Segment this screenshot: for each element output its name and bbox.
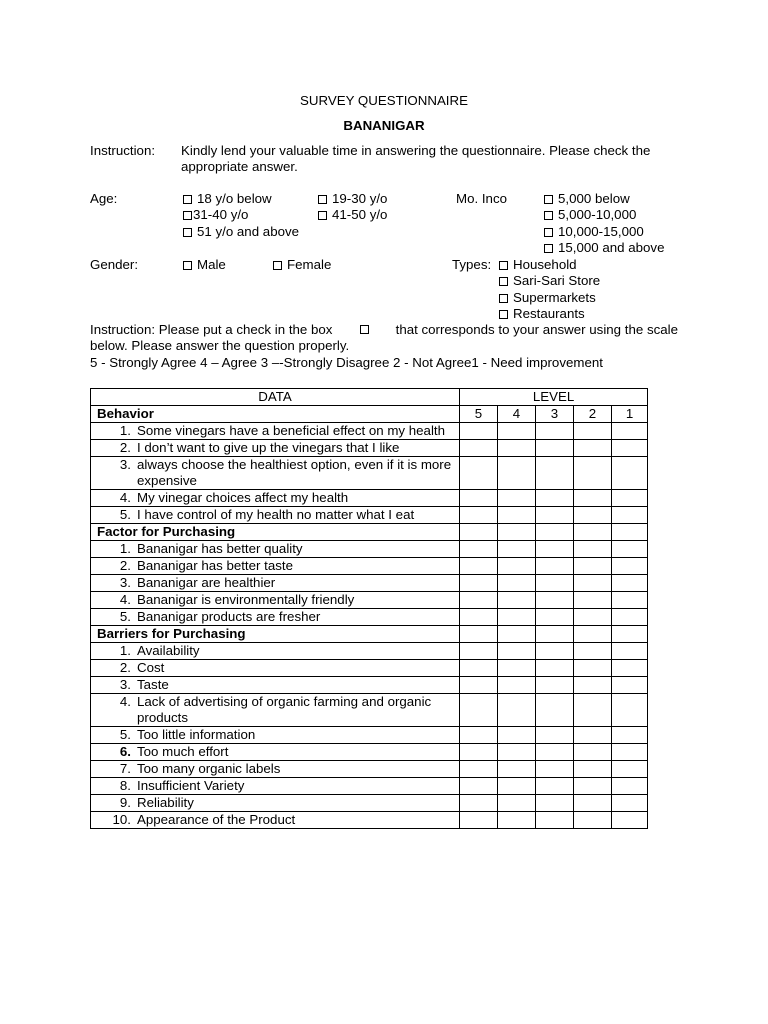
section-title: Barriers for Purchasing <box>91 626 460 643</box>
instruction-2-line-1: Instruction: Please put a check in the box that corresponds to your answer using the scale <box>90 322 678 337</box>
survey-table <box>90 388 648 829</box>
empty-cell <box>612 524 648 541</box>
level-1-answer-cell[interactable] <box>612 761 648 778</box>
checkbox-icon[interactable] <box>183 261 192 270</box>
question-item <box>91 694 455 726</box>
level-4-answer-cell[interactable] <box>498 761 536 778</box>
level-3-answer-cell[interactable] <box>536 440 574 457</box>
question-cell <box>91 507 460 524</box>
level-1-answer-cell[interactable] <box>612 694 648 727</box>
income-option-4[interactable]: 15,000 and above <box>544 240 664 256</box>
question-text: Too many organic labels <box>137 761 281 776</box>
empty-cell <box>612 626 648 643</box>
income-option-2[interactable]: 5,000-10,000 <box>544 207 636 223</box>
age-option-31-40[interactable]: 31-40 y/o <box>183 207 248 223</box>
page-subtitle: BANANIGAR <box>343 118 425 133</box>
level-3-answer-cell[interactable] <box>536 507 574 524</box>
level-2-answer-cell[interactable] <box>574 727 612 744</box>
level-3-answer-cell[interactable] <box>536 727 574 744</box>
level-4-answer-cell[interactable] <box>498 507 536 524</box>
question-cell <box>91 795 460 812</box>
level-3-answer-cell[interactable] <box>536 490 574 507</box>
level-5-answer-cell[interactable] <box>460 423 498 440</box>
table-row <box>91 744 648 761</box>
level-4-answer-cell[interactable] <box>498 423 536 440</box>
level-5-answer-cell[interactable] <box>460 507 498 524</box>
age-option-19-30[interactable]: 19-30 y/o <box>318 191 387 207</box>
level-2-answer-cell[interactable] <box>574 457 612 490</box>
question-item <box>91 812 455 828</box>
table-row <box>91 761 648 778</box>
question-item <box>91 490 455 506</box>
table-row <box>91 423 648 440</box>
checkbox-icon[interactable] <box>544 195 553 204</box>
question-item <box>91 457 455 489</box>
question-cell <box>91 812 460 829</box>
question-item <box>91 575 455 591</box>
types-option-restaurants[interactable]: Restaurants <box>499 306 585 322</box>
question-item <box>91 727 455 743</box>
level-1-answer-cell[interactable] <box>612 677 648 694</box>
empty-cell <box>536 524 574 541</box>
level-2-answer-cell[interactable] <box>574 490 612 507</box>
empty-cell <box>460 524 498 541</box>
checkbox-icon[interactable] <box>544 211 553 220</box>
level-4-answer-cell[interactable] <box>498 694 536 727</box>
empty-cell <box>460 626 498 643</box>
level-3-answer-cell[interactable] <box>536 643 574 660</box>
question-cell <box>91 558 460 575</box>
level-1-answer-cell[interactable] <box>612 812 648 829</box>
age-label: Age: <box>90 191 118 206</box>
question-text: Reliability <box>137 795 194 810</box>
level-2-answer-cell[interactable] <box>574 507 612 524</box>
level-2-answer-cell[interactable] <box>574 643 612 660</box>
checkbox-icon[interactable] <box>318 195 327 204</box>
question-number: 3. <box>119 457 131 472</box>
question-number: 5. <box>119 507 131 522</box>
age-option-41-50[interactable]: 41-50 y/o <box>318 207 387 223</box>
section-header-row <box>91 626 648 643</box>
question-item <box>91 744 455 760</box>
level-4-answer-cell[interactable] <box>498 727 536 744</box>
level-4-answer-cell[interactable] <box>498 575 536 592</box>
table-row <box>91 677 648 694</box>
question-number: 5. <box>119 727 131 742</box>
instruction-2-line-2: below. Please answer the question properly. <box>90 338 350 353</box>
question-text: Lack of advertising of organic farming and organic products <box>137 694 432 725</box>
table-row <box>91 812 648 829</box>
checkbox-icon[interactable] <box>544 228 553 237</box>
question-text: Taste <box>137 677 169 692</box>
gender-label: Gender: <box>90 257 139 272</box>
age-option-18-below[interactable]: 18 y/o below <box>183 191 272 207</box>
level-5-answer-cell[interactable] <box>460 694 498 727</box>
question-text: My vinegar choices affect my health <box>137 490 349 505</box>
table-row <box>91 592 648 609</box>
level-2-answer-cell[interactable] <box>574 677 612 694</box>
section-title: Factor for Purchasing <box>91 524 460 541</box>
level-3-answer-cell[interactable] <box>536 761 574 778</box>
question-text: Bananigar is environmentally friendly <box>137 592 355 607</box>
level-1-answer-cell[interactable] <box>612 457 648 490</box>
level-5-answer-cell[interactable] <box>460 609 498 626</box>
level-4-answer-cell[interactable] <box>498 643 536 660</box>
checkbox-icon[interactable] <box>183 211 192 220</box>
question-cell <box>91 457 460 490</box>
scale-legend: 5 - Strongly Agree 4 – Agree 3 –-Strongly Disagree 2 - Not Agree1 - Need improvement <box>90 355 603 370</box>
table-row <box>91 541 648 558</box>
question-number: 3. <box>119 575 131 590</box>
level-4-answer-cell[interactable] <box>498 440 536 457</box>
empty-cell <box>574 524 612 541</box>
level-1-answer-cell[interactable] <box>612 795 648 812</box>
question-cell <box>91 778 460 795</box>
level-2-answer-cell[interactable] <box>574 541 612 558</box>
level-3-answer-cell[interactable] <box>536 575 574 592</box>
level-4-answer-cell[interactable] <box>498 660 536 677</box>
level-label: 3 <box>536 406 574 423</box>
level-1-answer-cell[interactable] <box>612 778 648 795</box>
level-4-answer-cell[interactable] <box>498 609 536 626</box>
age-option-51-above[interactable]: 51 y/o and above <box>183 224 299 240</box>
question-number: 2. <box>119 558 131 573</box>
question-number: 4. <box>119 592 131 607</box>
table-row <box>91 727 648 744</box>
table-row <box>91 457 648 490</box>
level-2-answer-cell[interactable] <box>574 592 612 609</box>
question-cell <box>91 423 460 440</box>
income-option-1[interactable]: 5,000 below <box>544 191 630 207</box>
question-number: 1. <box>119 643 131 658</box>
level-2-answer-cell[interactable] <box>574 795 612 812</box>
question-item <box>91 541 455 557</box>
checkbox-icon[interactable] <box>183 228 192 237</box>
level-1-answer-cell[interactable] <box>612 592 648 609</box>
question-text: Bananigar has better taste <box>137 558 293 573</box>
level-column-header: LEVEL <box>460 389 648 406</box>
level-5-answer-cell[interactable] <box>460 795 498 812</box>
question-item <box>91 440 455 456</box>
question-text: Bananigar has better quality <box>137 541 303 556</box>
level-3-answer-cell[interactable] <box>536 744 574 761</box>
question-number: 10. <box>112 812 131 827</box>
level-2-answer-cell[interactable] <box>574 558 612 575</box>
question-item <box>91 677 455 693</box>
question-number: 8. <box>119 778 131 793</box>
question-cell <box>91 677 460 694</box>
question-cell <box>91 643 460 660</box>
question-number: 4. <box>119 490 131 505</box>
question-text: always choose the healthiest option, even if it is more expensive <box>137 457 452 488</box>
level-5-answer-cell[interactable] <box>460 812 498 829</box>
level-1-answer-cell[interactable] <box>612 609 648 626</box>
question-cell <box>91 609 460 626</box>
checkbox-icon[interactable] <box>499 277 508 286</box>
level-2-answer-cell[interactable] <box>574 440 612 457</box>
level-3-answer-cell[interactable] <box>536 541 574 558</box>
question-cell <box>91 592 460 609</box>
level-4-answer-cell[interactable] <box>498 744 536 761</box>
table-row <box>91 660 648 677</box>
question-cell <box>91 694 460 727</box>
level-4-answer-cell[interactable] <box>498 592 536 609</box>
table-header-row <box>91 389 648 406</box>
page-title: SURVEY QUESTIONNAIRE <box>300 93 468 108</box>
question-item <box>91 507 455 523</box>
question-cell <box>91 490 460 507</box>
income-label: Mo. Inco <box>456 191 507 206</box>
level-5-answer-cell[interactable] <box>460 727 498 744</box>
level-4-answer-cell[interactable] <box>498 558 536 575</box>
level-5-answer-cell[interactable] <box>460 558 498 575</box>
empty-cell <box>574 626 612 643</box>
income-option-3[interactable]: 10,000-15,000 <box>544 224 644 240</box>
level-4-answer-cell[interactable] <box>498 812 536 829</box>
question-text: I don’t want to give up the vinegars that I like <box>137 440 400 455</box>
level-3-answer-cell[interactable] <box>536 677 574 694</box>
checkbox-icon[interactable] <box>499 294 508 303</box>
level-3-answer-cell[interactable] <box>536 457 574 490</box>
question-text: Cost <box>137 660 165 675</box>
checkbox-icon[interactable] <box>318 211 327 220</box>
level-3-answer-cell[interactable] <box>536 795 574 812</box>
level-3-answer-cell[interactable] <box>536 423 574 440</box>
question-number: 5. <box>119 609 131 624</box>
level-4-answer-cell[interactable] <box>498 457 536 490</box>
level-3-answer-cell[interactable] <box>536 592 574 609</box>
level-2-answer-cell[interactable] <box>574 660 612 677</box>
gender-option-male[interactable]: Male <box>183 257 226 273</box>
table-row <box>91 643 648 660</box>
types-option-household[interactable]: Household <box>499 257 577 273</box>
level-5-answer-cell[interactable] <box>460 575 498 592</box>
types-option-supermarkets[interactable]: Supermarkets <box>499 290 596 306</box>
level-1-answer-cell[interactable] <box>612 440 648 457</box>
table-row <box>91 778 648 795</box>
table-row <box>91 490 648 507</box>
level-4-answer-cell[interactable] <box>498 795 536 812</box>
level-2-answer-cell[interactable] <box>574 694 612 727</box>
level-label: 2 <box>574 406 612 423</box>
table-row <box>91 575 648 592</box>
level-label: 4 <box>498 406 536 423</box>
types-option-sari-sari[interactable]: Sari-Sari Store <box>499 273 600 289</box>
level-5-answer-cell[interactable] <box>460 541 498 558</box>
level-1-answer-cell[interactable] <box>612 423 648 440</box>
level-1-answer-cell[interactable] <box>612 490 648 507</box>
checkbox-icon <box>360 325 369 334</box>
question-item <box>91 423 455 439</box>
instruction-label: Instruction: <box>90 143 156 158</box>
question-number: 2. <box>119 440 131 455</box>
table-row <box>91 507 648 524</box>
level-2-answer-cell[interactable] <box>574 423 612 440</box>
level-3-answer-cell[interactable] <box>536 609 574 626</box>
gender-option-female[interactable]: Female <box>273 257 331 273</box>
level-2-answer-cell[interactable] <box>574 812 612 829</box>
level-1-answer-cell[interactable] <box>612 541 648 558</box>
table-row <box>91 694 648 727</box>
level-2-answer-cell[interactable] <box>574 744 612 761</box>
question-number: 6. <box>119 744 131 759</box>
question-item <box>91 558 455 574</box>
types-label: Types: <box>452 257 492 272</box>
question-text: Appearance of the Product <box>137 812 296 827</box>
empty-cell <box>498 626 536 643</box>
level-1-answer-cell[interactable] <box>612 558 648 575</box>
question-item <box>91 761 455 777</box>
question-item <box>91 643 455 659</box>
question-number: 1. <box>119 541 131 556</box>
table-row <box>91 609 648 626</box>
checkbox-icon[interactable] <box>499 310 508 319</box>
question-cell <box>91 440 460 457</box>
question-item <box>91 778 455 794</box>
checkbox-icon[interactable] <box>544 244 553 253</box>
level-4-answer-cell[interactable] <box>498 490 536 507</box>
table-row <box>91 795 648 812</box>
instruction-line-2: appropriate answer. <box>181 159 298 174</box>
level-2-answer-cell[interactable] <box>574 575 612 592</box>
question-cell <box>91 660 460 677</box>
section-header-row <box>91 524 648 541</box>
level-4-answer-cell[interactable] <box>498 541 536 558</box>
level-label: 5 <box>460 406 498 423</box>
level-5-answer-cell[interactable] <box>460 677 498 694</box>
checkbox-icon[interactable] <box>183 195 192 204</box>
level-4-answer-cell[interactable] <box>498 677 536 694</box>
level-3-answer-cell[interactable] <box>536 812 574 829</box>
level-1-answer-cell[interactable] <box>612 744 648 761</box>
level-1-answer-cell[interactable] <box>612 643 648 660</box>
data-column-header: DATA <box>91 389 460 406</box>
level-label: 1 <box>612 406 648 423</box>
question-cell <box>91 575 460 592</box>
question-number: 7. <box>119 761 131 776</box>
checkbox-icon[interactable] <box>499 261 508 270</box>
level-1-answer-cell[interactable] <box>612 660 648 677</box>
level-5-answer-cell[interactable] <box>460 440 498 457</box>
question-text: Too much effort <box>137 744 229 759</box>
checkbox-icon[interactable] <box>273 261 282 270</box>
level-3-answer-cell[interactable] <box>536 660 574 677</box>
question-cell <box>91 541 460 558</box>
level-3-answer-cell[interactable] <box>536 778 574 795</box>
level-3-answer-cell[interactable] <box>536 694 574 727</box>
question-number: 9. <box>119 795 131 810</box>
level-5-answer-cell[interactable] <box>460 744 498 761</box>
question-number: 3. <box>119 677 131 692</box>
section-header-row <box>91 406 648 423</box>
level-5-answer-cell[interactable] <box>460 592 498 609</box>
level-2-answer-cell[interactable] <box>574 778 612 795</box>
level-5-answer-cell[interactable] <box>460 490 498 507</box>
level-5-answer-cell[interactable] <box>460 761 498 778</box>
question-cell <box>91 727 460 744</box>
empty-cell <box>536 626 574 643</box>
level-2-answer-cell[interactable] <box>574 609 612 626</box>
question-item <box>91 660 455 676</box>
table-row <box>91 440 648 457</box>
level-2-answer-cell[interactable] <box>574 761 612 778</box>
level-5-answer-cell[interactable] <box>460 457 498 490</box>
question-cell <box>91 761 460 778</box>
question-text: I have control of my health no matter what I eat <box>137 507 415 522</box>
table-row <box>91 558 648 575</box>
instruction-line-1: Kindly lend your valuable time in answering the questionnaire. Please check the <box>181 143 651 158</box>
empty-cell <box>498 524 536 541</box>
level-3-answer-cell[interactable] <box>536 558 574 575</box>
question-text: Bananigar are healthier <box>137 575 276 590</box>
question-text: Too little information <box>137 727 256 742</box>
question-number: 1. <box>119 423 131 438</box>
section-title: Behavior <box>91 406 460 423</box>
question-text: Insufficient Variety <box>137 778 245 793</box>
question-item <box>91 795 455 811</box>
question-text: Bananigar products are fresher <box>137 609 321 624</box>
level-1-answer-cell[interactable] <box>612 507 648 524</box>
question-text: Some vinegars have a beneficial effect on my health <box>137 423 445 438</box>
level-1-answer-cell[interactable] <box>612 575 648 592</box>
level-5-answer-cell[interactable] <box>460 643 498 660</box>
question-cell <box>91 744 460 761</box>
question-number: 2. <box>119 660 131 675</box>
level-5-answer-cell[interactable] <box>460 660 498 677</box>
question-item <box>91 592 455 608</box>
level-1-answer-cell[interactable] <box>612 727 648 744</box>
level-4-answer-cell[interactable] <box>498 778 536 795</box>
question-text: Availability <box>137 643 200 658</box>
question-number: 4. <box>119 694 131 709</box>
question-item <box>91 609 455 625</box>
level-5-answer-cell[interactable] <box>460 778 498 795</box>
